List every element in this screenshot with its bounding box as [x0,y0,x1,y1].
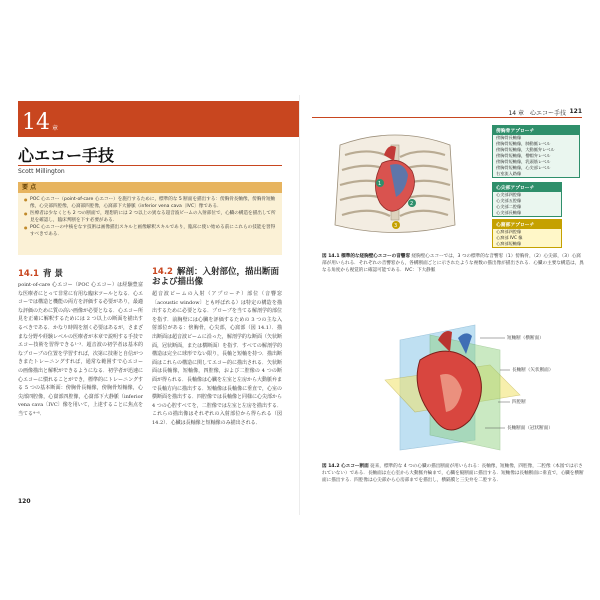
legend-item: 心尖部二腔像 [496,204,522,209]
legend-item: 心窩部短軸像 [496,241,522,246]
section-number: 14.2 [152,267,173,277]
section-heading-anatomy [152,267,282,287]
legend-item: 心尖部五腔像 [496,198,522,203]
chest-heart-illustration [320,125,470,245]
label-four-chamber: 四腔断 [512,400,526,405]
right-page [300,95,600,515]
legend-item: 傍胸骨長軸像 [496,135,522,140]
page-number: 120 [18,498,31,505]
chapter-number-box [18,101,64,137]
caption-label: 図 14.2 心エコー断面 [322,464,369,469]
legend-item: 右室流入路像 [496,171,522,176]
marker-number: 1 [378,181,382,187]
title-rule [18,165,282,166]
chapter-title: 心エコー手技 [18,146,115,165]
chapter-number: 14 [22,110,50,135]
key-point-item: ● POC 心エコー（point-of-care 心エコー）を施行するために，標準的な 5 断面を描出する：傍胸骨長軸像，傍胸骨短軸像，心尖部四腔像，心窩部四腔像，心窩部下大静脈（inferior vena cava〔IVC〕像である． [24,196,276,210]
figure-14-1-caption [322,253,584,275]
label-short-axis: 短軸断（横断面） [507,336,544,341]
section-heading-background [18,267,63,279]
legend-parasternal [492,125,580,178]
section-body-background: point-of-care 心エコー（POC 心エコー）は経験豊富な医療者にとって非常に有用な臨床ツールとなる．心エコーでは構造と機能の両方を評価する必要があり，最適な評価のために質の高い画像が必要となる．心エコー所見を正確に解釈するためには 2 つ以上の断面を描出するべきである．かなり時間を割く必要はあるが，さまざまな分野や経験レベルの医療者が本章で説明する手技でエコー技術を習得できる¹⁻³．超音波の初学者は基本的なプローブの位置を学習すれば，次第に技術と自信がつきまたトレーニングすれば，通常な範囲すで心エコーの画像描出と解釈ができるようになる．初学者が迅速に心エコーに慣れることができ，標準的にトレーニングする 5 つの基本断面：傍胸骨長軸像，傍胸骨短軸像，心尖部四腔像，心窩部四腔像，心窩部下大静脈（inferior vena cava〔IVC〕像を用いて，上達することに焦点を当てる⁴⁻⁶． [18,282,144,417]
section-number: 14.1 [18,269,39,279]
running-head-rule [312,117,582,118]
figure-14-2 [380,320,570,455]
key-points-box [18,193,282,255]
chapter-label: 章 [52,125,59,132]
label-long-axis-plane: 長軸断面（冠状断面） [507,426,553,431]
legend-item: 傍胸骨短軸像，肺動脈レベル [496,141,551,146]
label-long-axis: 長軸断（矢状断面） [512,368,554,373]
legend-item: 心尖部四腔像 [496,192,522,197]
legend-item: 傍胸骨短軸像，乳頭筋レベル [496,159,551,164]
marker-number: 3 [394,223,398,229]
legend-title: 心窩部アプローチ [493,220,561,229]
page-number: 121 [569,108,582,115]
legend-item: 心窩部四腔像 [496,229,522,234]
key-points-header: 要 点 [18,182,282,193]
legend-apical [492,182,562,217]
caption-text: 経胸壁心エコーでは，3 つの標準的な音響窓（1）傍胸骨，（2）心尖部，（3）心窩部が用いられる．それぞれの音響窓から，各構断面ごとに示されたような複数の描出像が描出される．心臓の主要な構造は，異なる角度から視覚的に確認可能である．IVC：下大静脈 [322,254,584,274]
left-page [0,95,300,515]
caption-text: 従来，標準的な 4 つの心臓の描出断面が用いられる：長軸像，短軸像，四腔像，二腔像（本図では示されていない）である．長軸面は左心室から大動脈弁輪まで，心臓を縦断面に描出する．短軸像は長軸断面に垂直で，心臓を横断面に描出する．四腔像は心尖部から心房部までを描出し，横隔膜と三尖弁を二腔する． [322,464,584,484]
legend-item: 心尖部長軸像 [496,210,522,215]
legend-title: 傍胸骨アプローチ [493,126,579,135]
figure-14-2-caption [322,463,584,485]
figure-14-1 [320,125,590,245]
author: Scott Millington [18,168,65,175]
marker-number: 2 [410,201,414,207]
key-point-item: ● 医療者は少なくとも 2 つの断面で，理想的には 2 つ以上の異なる超音波ビームの入射部位で，心臓の構造を描出して所見を確認し，臨床判断を下す必要がある． [24,210,276,224]
chapter-header-bar [64,101,300,137]
legend-item: 傍胸骨短軸像，大動脈弁レベル [496,147,555,152]
section-body-anatomy: 超音波ビームの入射（アプローチ）部位（音響窓〔acoustic window〕とも呼ばれる）は特定の構造を描出するために必要となる．プローブを当てる解剖学的部位を指す．前胸壁には心臓を評価するための 3 つの主な入射部位がある：傍胸骨，心尖部，心窩部（図 14.1）．描出断面は超音波ビームに沿った，解剖学的な断面（矢状断面，冠状断面，または横断面）を指す．すべての解剖学的構造は完全に球形でない限り，長軸と短軸を持つ．描出断面はこれらの構造に関してエコー的に描出される．矢状断面は長軸像，短軸像，四腔像，および二腔像の 4 つの断面が得られる．長軸像は心臓を左室と左房から大動脈弁まで長軸方向に描出する．短軸像は長軸像に垂直で，心室の横断面を描出する．四腔像では長軸像と同様に心尖部から 4 つの心腔すべてを，二腔像では左室と左房を描出する．これらの描出像はそれぞれの入射部位から得られる（図 14.2）．心臓は長軸像と短軸像のみ描出される． [152,291,283,426]
legend-item: 傍胸骨短軸像，僧帽弁レベル [496,153,551,158]
caption-label: 図 14.1 標準的な経胸壁心エコーの音響窓 [322,254,411,259]
legend-item: 心窩部 IVC 像 [496,235,523,240]
legend-title: 心尖部アプローチ [493,183,561,192]
running-head: 14 章 心エコー手技 [508,110,566,117]
legend-item: 傍胸骨短軸像，心尖部レベル [496,165,551,170]
key-point-item: ● POC 心エコーの中核をなす技術は画像描出スキルと画像解釈スキルであり，臨床に使い始める前にこれらの技能を習得すべきである． [24,224,276,238]
legend-subcostal [492,219,562,248]
section-title: 背 景 [42,269,63,279]
section-title: 解剖：入射部位，描出断面および描出像 [152,267,279,287]
